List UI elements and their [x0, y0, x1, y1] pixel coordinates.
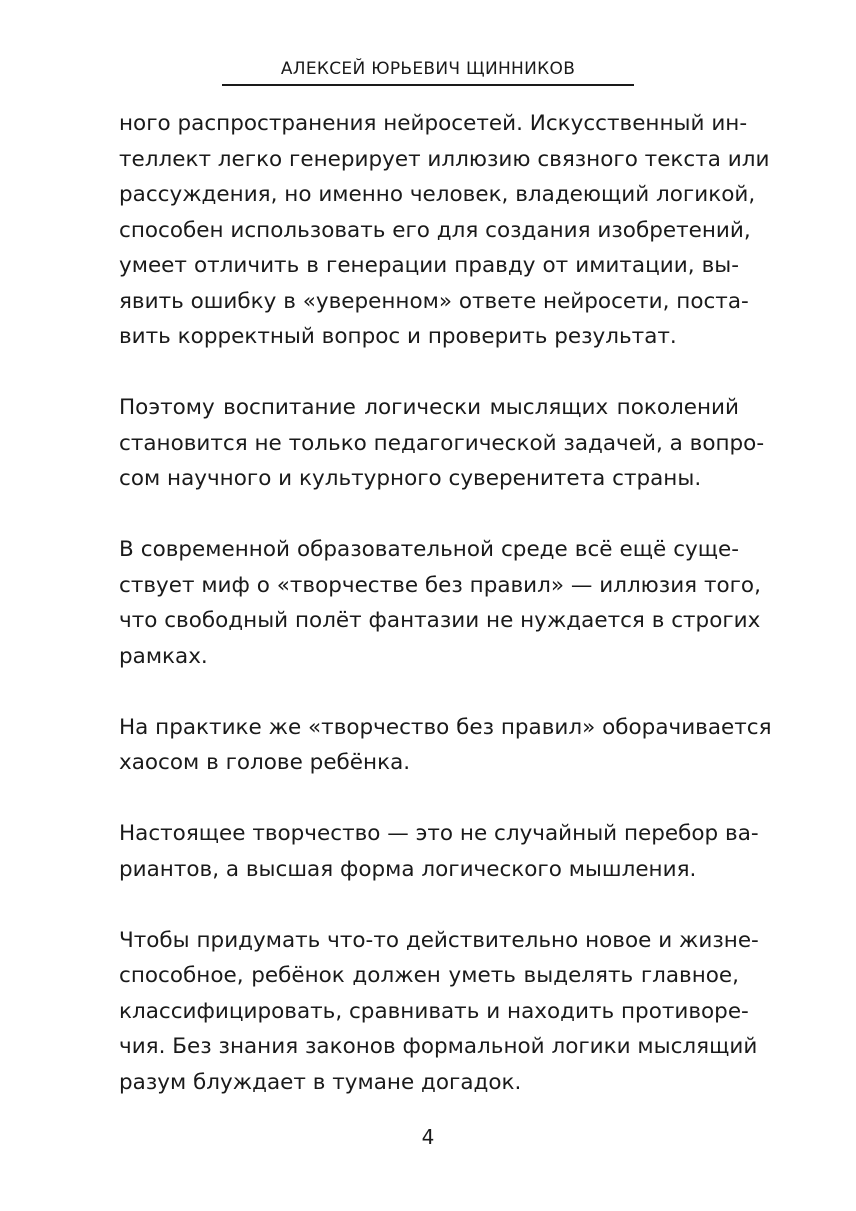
text-line: Настоящее творчество — это не случайный перебор ва- — [119, 821, 759, 846]
text-line: способен использовать его для создания изобретений, — [119, 217, 751, 243]
text-line: разум блуждает в тумане догадок. — [119, 1069, 522, 1095]
text-line: рамках. — [119, 643, 208, 669]
running-header — [0, 58, 856, 80]
text-line: ствует миф о «творчестве без правил» — иллюзия того, — [119, 572, 761, 598]
text-line: рассуждения, но именно человек, владеющий логикой, — [119, 182, 756, 207]
text-line: Чтобы придумать что-то действительно новое и жизне- — [119, 927, 759, 953]
paragraph — [119, 532, 761, 674]
paragraph — [119, 390, 765, 497]
page-number: 4 — [421, 1125, 435, 1149]
text-line: классифицировать, сравнивать и находить противоре- — [119, 998, 749, 1024]
text-line: риантов, а высшая форма логического мышления. — [119, 856, 697, 882]
text-line: ного распространения нейросетей. Искусственный ин- — [119, 111, 748, 136]
text-line: что свободный полёт фантазии не нуждается в строгих — [119, 608, 761, 633]
text-line: явить ошибку в «уверенном» ответе нейросети, поста- — [119, 288, 749, 314]
text-line: Поэтому воспитание логически мыслящих поколений — [119, 395, 739, 420]
text-line: становится не только педагогической задачей, а вопро- — [119, 430, 765, 456]
header-rule — [222, 84, 634, 86]
text-line: умеет отличить в генерации правду от имитации, вы- — [119, 253, 739, 278]
text-line: способное, ребёнок должен уметь выделять главное, — [119, 963, 739, 988]
paragraph — [119, 710, 772, 781]
text-line: вить корректный вопрос и проверить результат. — [119, 324, 677, 349]
text-line: хаосом в голове ребёнка. — [119, 750, 411, 775]
body-text — [119, 106, 772, 1100]
text-line: В современной образовательной среде всё ещё суще- — [119, 537, 739, 562]
text-line: чия. Без знания законов формальной логики мыслящий — [119, 1034, 758, 1059]
header-author: АЛЕКСЕЙ ЮРЬЕВИЧ ЩИННИКОВ — [280, 59, 576, 79]
text-line: сом научного и культурного суверенитета страны. — [119, 466, 702, 491]
text-line: теллект легко генерирует иллюзию связного текста или — [119, 146, 770, 172]
paragraph — [119, 923, 759, 1101]
text-line: На практике же «творчество без правил» оборачивается — [119, 714, 772, 740]
paragraph — [119, 106, 770, 355]
paragraph — [119, 816, 759, 887]
